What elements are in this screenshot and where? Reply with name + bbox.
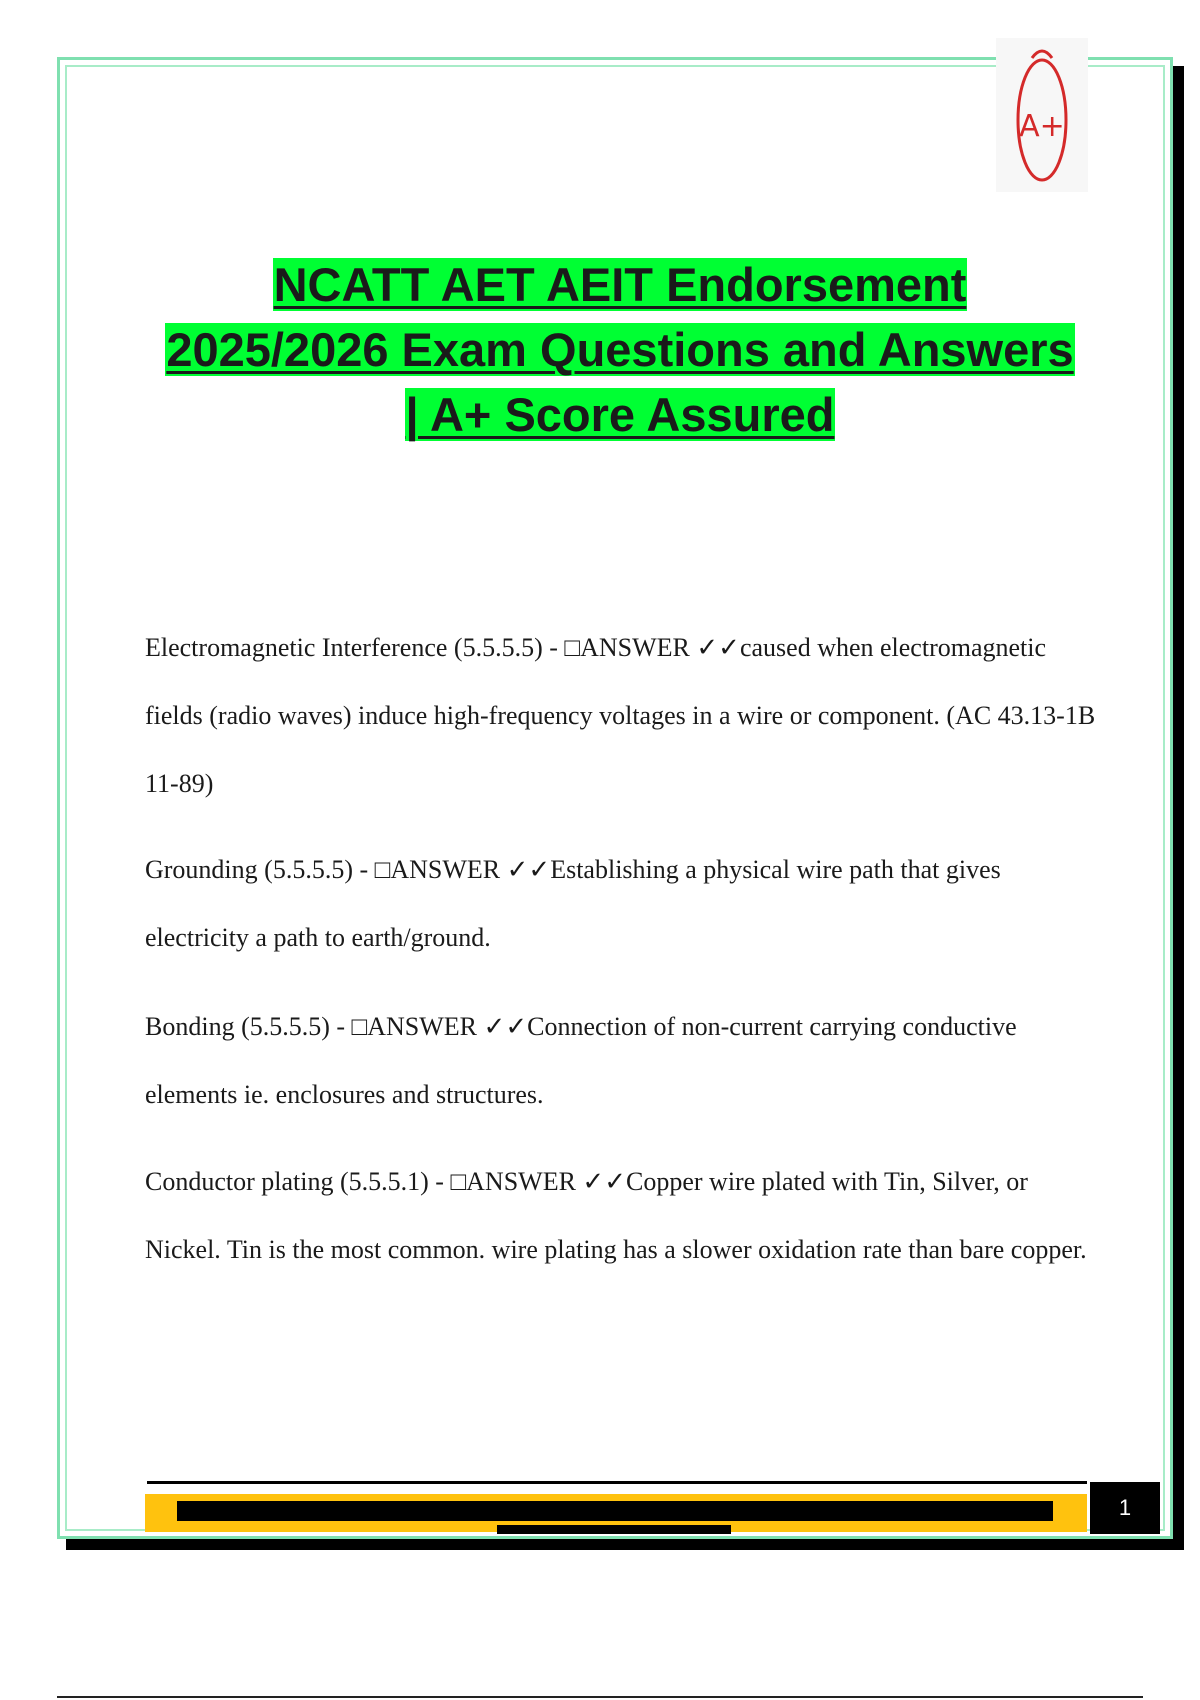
qa-answer-marker: □ANSWER ✓✓ xyxy=(351,1012,528,1041)
qa-item xyxy=(145,614,1105,818)
qa-question: Conductor plating (5.5.5.1) - xyxy=(145,1167,451,1196)
qa-question: Electromagnetic Interference (5.5.5.5) - xyxy=(145,633,565,662)
qa-answer: Establishing a physical wire path that gives electricity a path to earth/ground. xyxy=(145,855,1008,952)
qa-item xyxy=(145,1148,1105,1284)
footer-top-rule xyxy=(147,1481,1087,1484)
qa-answer-marker: □ANSWER ✓✓ xyxy=(564,633,740,662)
document-title xyxy=(60,252,1180,447)
qa-answer-marker: □ANSWER ✓✓ xyxy=(374,855,551,884)
title-line-3: | A+ Score Assured xyxy=(405,388,835,441)
a-plus-grade-stamp-icon xyxy=(996,38,1088,192)
qa-answer: caused when electromagnetic fields (radio waves) induce high-frequency voltages in a wire or component. (AC 43.13-1B 11-89) xyxy=(145,633,1102,798)
qa-question: Bonding (5.5.5.5) - xyxy=(145,1012,352,1041)
title-line-1: NCATT AET AEIT Endorsement xyxy=(273,258,967,311)
qa-item xyxy=(145,836,1105,972)
page-bottom-rule xyxy=(57,1696,1143,1698)
qa-answer-marker: □ANSWER ✓✓ xyxy=(450,1167,627,1196)
qa-question: Grounding (5.5.5.5) - xyxy=(145,855,375,884)
footer-bar-inner xyxy=(177,1501,1053,1521)
svg-text:A+: A+ xyxy=(1019,109,1065,144)
qa-answer: Connection of non-current carrying conductive elements ie. enclosures and structures. xyxy=(145,1012,1024,1109)
title-line-2: 2025/2026 Exam Questions and Answers xyxy=(166,323,1074,376)
footer-tab xyxy=(497,1525,731,1534)
page-number: 1 xyxy=(1090,1482,1160,1534)
qa-answer: Copper wire plated with Tin, Silver, or Nickel. Tin is the most common. wire plating has a slower oxidation rate than bare copper. xyxy=(145,1167,1087,1264)
qa-item xyxy=(145,993,1105,1129)
